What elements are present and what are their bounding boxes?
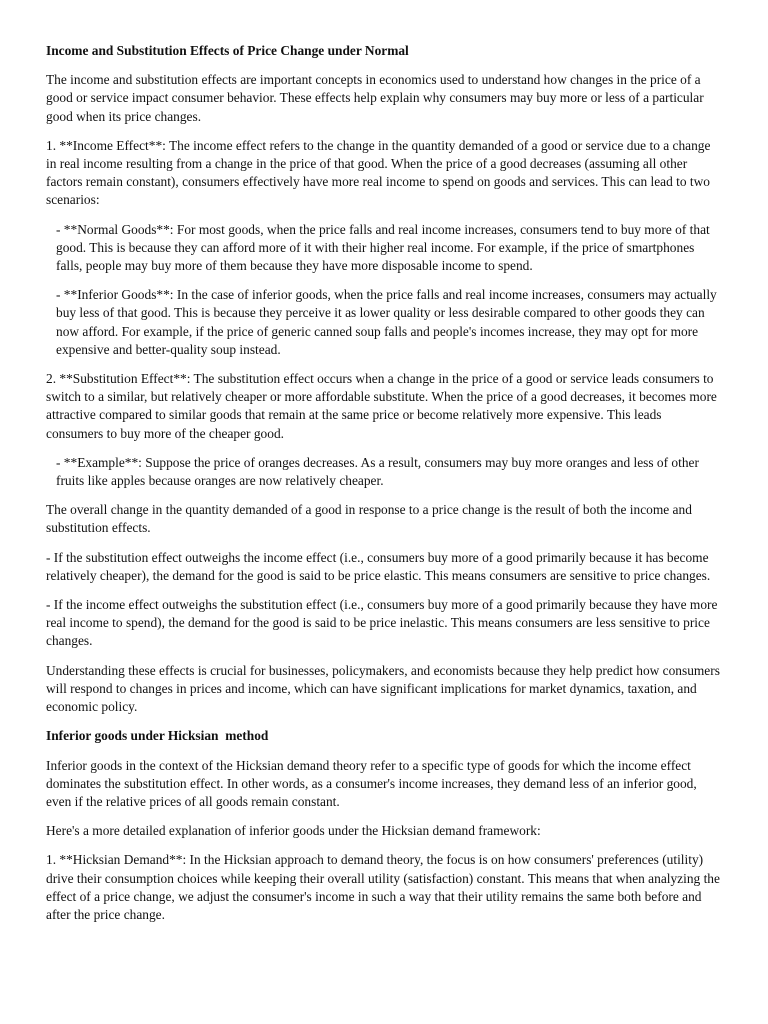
paragraph-hicksian-detail-lead: Here's a more detailed explanation of inferior goods under the Hicksian demand framework: <box>46 823 541 839</box>
paragraph-inferior-goods: - **Inferior Goods**: In the case of inferior goods, when the price falls and real income increases, consumers may actually buy less of that good. This is because they perceive it as lower quality or less desirable compared to other goods they can now afford. For example, if the price of generic canned soup falls and people's incomes increase, they may opt for more expensive and better-quality soup instead. <box>56 287 717 357</box>
paragraph-hicksian-intro: Inferior goods in the context of the Hicksian demand theory refer to a specific type of goods for which the income effect dominates the substitution effect. In other words, as a consumer's income increases, they demand less of an inferior good, even if the relative prices of all goods remain constant. <box>46 757 697 809</box>
paragraph-intro: The income and substitution effects are important concepts in economics used to understand how changes in the price of a good or service impact consumer behavior. These effects help explain why consumers may buy more or less of a particular good when its price changes. <box>46 72 704 124</box>
section-heading-hicksian: Inferior goods under Hicksian method <box>46 728 269 744</box>
paragraph-substitution-effect: 2. **Substitution Effect**: The substitution effect occurs when a change in the price of a good or service leads consumers to switch to a similar, but relatively cheaper or more affordable substitute. When the price of a good decreases, it becomes more attractive compared to similar goods that remain at the same price or become relatively more expensive. This leads consumers to buy more of the cheaper good. <box>46 371 717 441</box>
paragraph-income-effect: 1. **Income Effect**: The income effect refers to the change in the quantity demanded of a good or service due to a change in real income resulting from a change in the price of that good. When the price of a good decreases (assuming all other factors remain constant), consumers effectively have more real income to spend on goods and services. This can lead to two scenarios: <box>46 137 711 208</box>
paragraph-price-inelastic: - If the income effect outweighs the substitution effect (i.e., consumers buy more of a good primarily because they have more real income to spend), the demand for the good is said to be price inelastic. This means consumers are less sensitive to price changes. <box>46 597 718 649</box>
document-page <box>46 42 722 935</box>
paragraph-understanding: Understanding these effects is crucial for businesses, policymakers, and economists because they help predict how consumers will respond to changes in prices and income, which can have significant implications for market dynamics, taxation, and economic policy. <box>46 662 720 715</box>
paragraph-hicksian-demand: 1. **Hicksian Demand**: In the Hicksian approach to demand theory, the focus is on how consumers' preferences (utility) drive their consumption choices while keeping their overall utility (satisfaction) constant. This means that when analyzing the effect of a price change, we adjust the consumer's income in such a way that their utility remains the same both before and after the price change. <box>46 852 720 922</box>
paragraph-overall-change: The overall change in the quantity demanded of a good in response to a price change is the result of both the income and substitution effects. <box>46 502 692 536</box>
paragraph-normal-goods: - **Normal Goods**: For most goods, when the price falls and real income increases, consumers tend to buy more of that good. This is because they can afford more of it with their higher real income. For example, if the price of smartphones falls, people may buy more of them because they have more disposable income to spend. <box>56 221 710 274</box>
paragraph-example: - **Example**: Suppose the price of oranges decreases. As a result, consumers may buy more oranges and less of other fruits like apples because oranges are now relatively cheaper. <box>56 454 699 489</box>
paragraph-price-elastic: - If the substitution effect outweighs the income effect (i.e., consumers buy more of a good primarily because it has become relatively cheaper), the demand for the good is said to be price elastic. This means consumers are sensitive to price changes. <box>46 549 711 583</box>
section-heading-income-substitution: Income and Substitution Effects of Price Change under Normal <box>46 43 409 58</box>
